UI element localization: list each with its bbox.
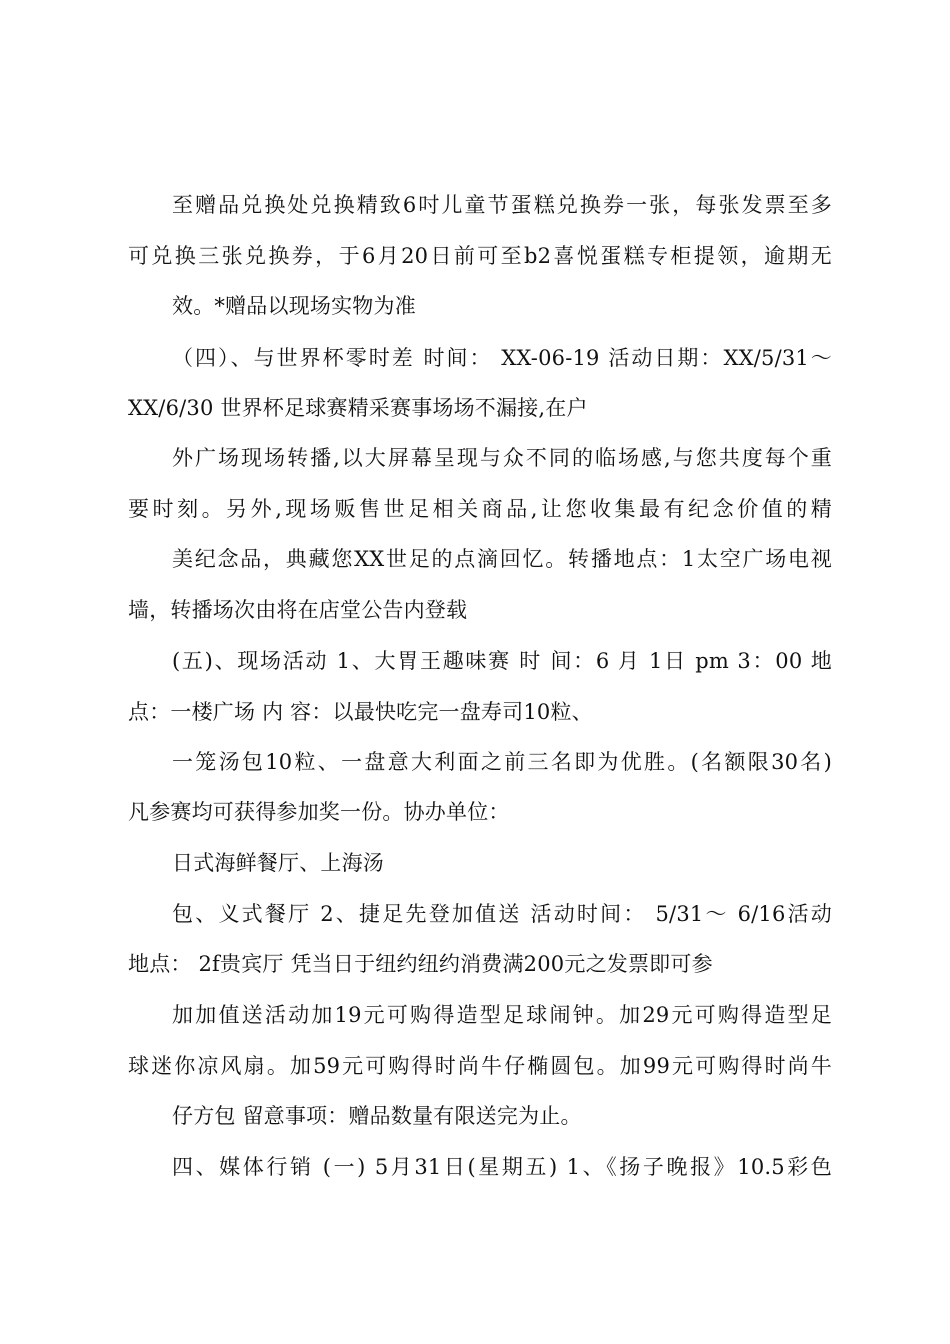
- text-line: 效。*赠品以现场实物为准: [172, 294, 416, 318]
- text-line: 外广场现场转播,以大屏幕呈现与众不同的临场感,与您共度每个重: [172, 446, 832, 470]
- text-line: 美纪念品，典藏您XX世足的点滴回忆。转播地点：1太空广场电视: [172, 547, 832, 571]
- text-line: 一笼汤包10粒、一盘意大利面之前三名即为优胜。(名额限30名): [172, 750, 832, 774]
- text-line: 仔方包 留意事项：赠品数量有限送完为止。: [172, 1104, 582, 1128]
- text-line: 至赠品兑换处兑换精致6吋儿童节蛋糕兑换券一张，每张发票至多: [172, 193, 832, 217]
- text-line: 包、义式餐厅 2、捷足先登加值送 活动时间： 5/31～ 6/16活动: [172, 902, 832, 926]
- text-line: 墙，转播场次由将在店堂公告内登载: [128, 598, 468, 622]
- text-line: 球迷你凉风扇。加59元可购得时尚牛仔椭圆包。加99元可购得时尚牛: [128, 1054, 832, 1078]
- text-line: (五)、现场活动 1、大胃王趣味赛 时 间：6 月 1日 pm 3：00 地: [172, 649, 832, 673]
- text-line: 四、媒体行销 (一) 5月31日(星期五) 1、《扬子晚报》10.5彩色: [172, 1155, 832, 1179]
- text-line: 日式海鲜餐厅、上海汤: [172, 851, 384, 875]
- text-line: 可兑换三张兑换券，于6月20日前可至b2喜悦蛋糕专柜提领，逾期无: [128, 244, 832, 268]
- text-line: 加加值送活动加19元可购得造型足球闹钟。加29元可购得造型足: [172, 1003, 832, 1027]
- text-line: 要时刻。另外,现场贩售世足相关商品,让您收集最有纪念价值的精: [128, 497, 832, 521]
- text-line: XX/6/30 世界杯足球赛精采赛事场场不漏接,在户: [128, 396, 588, 420]
- text-line: 地点： 2f贵宾厅 凭当日于纽约纽约消费满200元之发票即可参: [128, 952, 713, 976]
- text-line: 凡参赛均可获得参加奖一份。协办单位：: [128, 800, 510, 824]
- text-line: （四）、与世界杯零时差 时间： XX-06-19 活动日期：XX/5/31～: [172, 346, 832, 370]
- text-line: 点：一楼广场 内 容：以最快吃完一盘寿司10粒、: [128, 700, 593, 724]
